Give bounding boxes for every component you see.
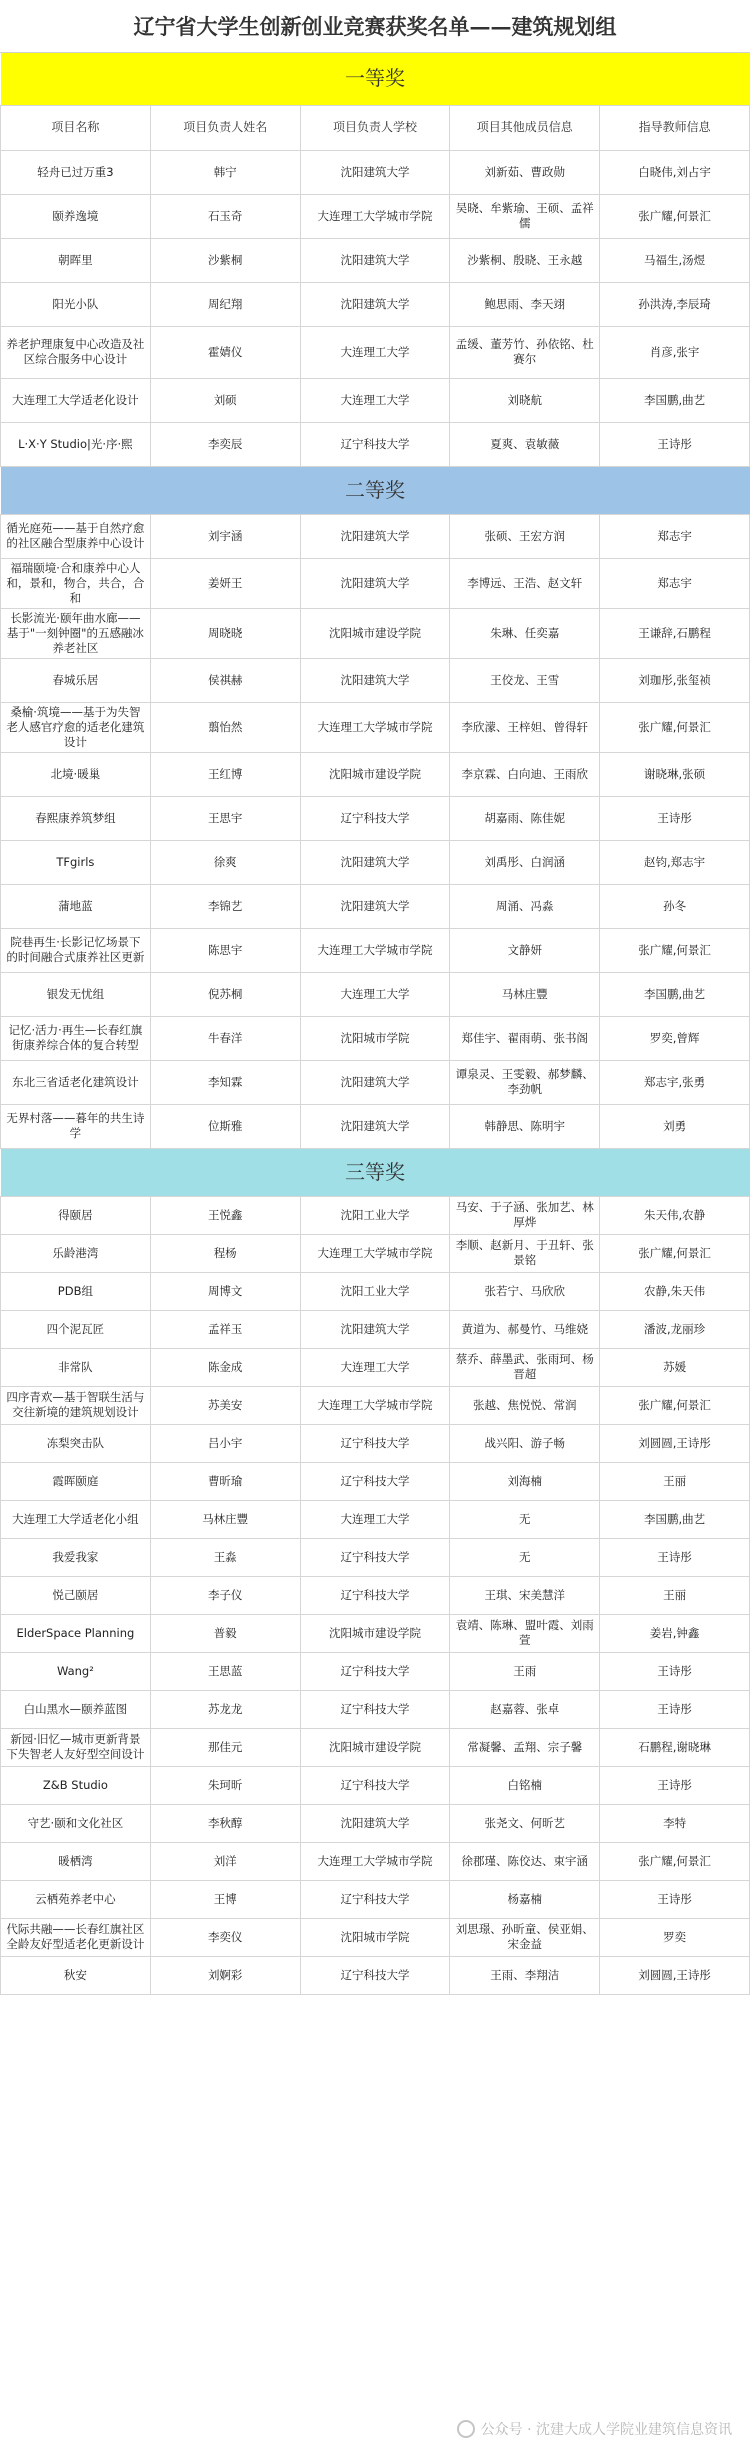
advisor-cell: 王诗彤 bbox=[600, 1690, 750, 1728]
table-row bbox=[1, 608, 750, 658]
members-cell: 白铭楠 bbox=[450, 1766, 600, 1804]
project-name-cell: 我爱我家 bbox=[1, 1538, 151, 1576]
advisor-cell: 白晓伟,刘占宇 bbox=[600, 150, 750, 194]
project-name-cell: 银发无忧组 bbox=[1, 972, 151, 1016]
project-name-cell: 新园·旧忆—城市更新背景下失智老人友好型空间设计 bbox=[1, 1728, 151, 1766]
project-name-cell: 长影流光·颐年曲水廊——基于"一刻钟圈"的五感融冰养老社区 bbox=[1, 608, 151, 658]
leader-school-cell: 沈阳工业大学 bbox=[300, 1196, 450, 1234]
leader-school-cell: 沈阳建筑大学 bbox=[300, 1310, 450, 1348]
table-row bbox=[1, 1614, 750, 1652]
project-name-cell: 代际共融——长春红旗社区全龄友好型适老化更新设计 bbox=[1, 1918, 151, 1956]
table-row bbox=[1, 1386, 750, 1424]
leader-name-cell: 徐爽 bbox=[150, 840, 300, 884]
leader-school-cell: 沈阳建筑大学 bbox=[300, 1060, 450, 1104]
leader-name-cell: 苏龙龙 bbox=[150, 1690, 300, 1728]
leader-school-cell: 大连理工大学城市学院 bbox=[300, 702, 450, 752]
leader-school-cell: 沈阳建筑大学 bbox=[300, 514, 450, 558]
section-header-2 bbox=[1, 466, 750, 514]
leader-school-cell: 沈阳城市建设学院 bbox=[300, 608, 450, 658]
advisor-cell: 王丽 bbox=[600, 1576, 750, 1614]
table-row bbox=[1, 702, 750, 752]
leader-school-cell: 沈阳城市建设学院 bbox=[300, 1728, 450, 1766]
members-cell: 朱琳、任奕嘉 bbox=[450, 608, 600, 658]
table-row bbox=[1, 194, 750, 238]
project-name-cell: 轻舟已过万重3 bbox=[1, 150, 151, 194]
advisor-cell: 张广耀,何景汇 bbox=[600, 1842, 750, 1880]
leader-school-cell: 沈阳建筑大学 bbox=[300, 1804, 450, 1842]
project-name-cell: 颐养逸境 bbox=[1, 194, 151, 238]
members-cell: 刘晓航 bbox=[450, 378, 600, 422]
leader-name-cell: 王淼 bbox=[150, 1538, 300, 1576]
table-row bbox=[1, 1104, 750, 1148]
leader-name-cell: 王红博 bbox=[150, 752, 300, 796]
leader-school-cell: 辽宁科技大学 bbox=[300, 422, 450, 466]
advisor-cell: 张广耀,何景汇 bbox=[600, 1386, 750, 1424]
advisor-cell: 郑志宇,张勇 bbox=[600, 1060, 750, 1104]
leader-name-cell: 普毅 bbox=[150, 1614, 300, 1652]
table-row bbox=[1, 1804, 750, 1842]
project-name-cell: Z&B Studio bbox=[1, 1766, 151, 1804]
table-row bbox=[1, 326, 750, 378]
members-cell: 鲍思雨、李天翊 bbox=[450, 282, 600, 326]
table-row bbox=[1, 1060, 750, 1104]
section-label: 一等奖 bbox=[1, 53, 750, 105]
leader-school-cell: 沈阳建筑大学 bbox=[300, 282, 450, 326]
table-row bbox=[1, 1576, 750, 1614]
table-row bbox=[1, 658, 750, 702]
leader-name-cell: 李子仪 bbox=[150, 1576, 300, 1614]
advisor-cell: 王诗彤 bbox=[600, 1880, 750, 1918]
leader-school-cell: 沈阳城市学院 bbox=[300, 1016, 450, 1060]
leader-name-cell: 倪苏桐 bbox=[150, 972, 300, 1016]
members-cell: 马林庄豐 bbox=[450, 972, 600, 1016]
column-header: 指导教师信息 bbox=[600, 105, 750, 150]
leader-school-cell: 大连理工大学城市学院 bbox=[300, 1234, 450, 1272]
section-header-3 bbox=[1, 1148, 750, 1196]
leader-name-cell: 韩宁 bbox=[150, 150, 300, 194]
leader-school-cell: 辽宁科技大学 bbox=[300, 1538, 450, 1576]
members-cell: 战兴阳、游子畅 bbox=[450, 1424, 600, 1462]
leader-name-cell: 沙紫桐 bbox=[150, 238, 300, 282]
advisor-cell: 王谦辞,石鹏程 bbox=[600, 608, 750, 658]
table-row bbox=[1, 558, 750, 608]
advisor-cell: 谢晓琳,张硕 bbox=[600, 752, 750, 796]
project-name-cell: 阳光小队 bbox=[1, 282, 151, 326]
advisor-cell: 农静,朱天伟 bbox=[600, 1272, 750, 1310]
project-name-cell: 记忆·活力·再生—长春红旗街康养综合体的复合转型 bbox=[1, 1016, 151, 1060]
members-cell: 刘思璟、孙昕童、侯亚娟、宋金益 bbox=[450, 1918, 600, 1956]
members-cell: 孟缓、董芳竹、孙依铭、杜赛尔 bbox=[450, 326, 600, 378]
advisor-cell: 王丽 bbox=[600, 1462, 750, 1500]
project-name-cell: 春城乐居 bbox=[1, 658, 151, 702]
table-row bbox=[1, 282, 750, 326]
leader-school-cell: 辽宁科技大学 bbox=[300, 796, 450, 840]
leader-school-cell: 辽宁科技大学 bbox=[300, 1880, 450, 1918]
project-name-cell: PDB组 bbox=[1, 1272, 151, 1310]
table-row bbox=[1, 422, 750, 466]
advisor-cell: 罗奕 bbox=[600, 1918, 750, 1956]
table-row bbox=[1, 150, 750, 194]
leader-name-cell: 石玉奇 bbox=[150, 194, 300, 238]
leader-name-cell: 刘婀彩 bbox=[150, 1956, 300, 1994]
advisor-cell: 朱天伟,农静 bbox=[600, 1196, 750, 1234]
leader-school-cell: 辽宁科技大学 bbox=[300, 1766, 450, 1804]
column-header: 项目负责人姓名 bbox=[150, 105, 300, 150]
table-row bbox=[1, 1272, 750, 1310]
leader-name-cell: 曹昕瑜 bbox=[150, 1462, 300, 1500]
members-cell: 无 bbox=[450, 1538, 600, 1576]
project-name-cell: 循光庭苑——基于自然疗愈的社区融合型康养中心设计 bbox=[1, 514, 151, 558]
table-row bbox=[1, 1310, 750, 1348]
project-name-cell: 养老护理康复中心改造及社区综合服务中心设计 bbox=[1, 326, 151, 378]
wechat-icon bbox=[457, 2420, 475, 2438]
leader-name-cell: 姜妍王 bbox=[150, 558, 300, 608]
award-table-body bbox=[1, 53, 750, 1994]
advisor-cell: 张广耀,何景汇 bbox=[600, 194, 750, 238]
members-cell: 无 bbox=[450, 1500, 600, 1538]
leader-name-cell: 李知霖 bbox=[150, 1060, 300, 1104]
advisor-cell: 王诗彤 bbox=[600, 1538, 750, 1576]
leader-school-cell: 大连理工大学城市学院 bbox=[300, 194, 450, 238]
members-cell: 王佼龙、王雪 bbox=[450, 658, 600, 702]
project-name-cell: 福瑞颐境·合和康养中心人和，景和，物合，共合，合和 bbox=[1, 558, 151, 608]
leader-name-cell: 王博 bbox=[150, 1880, 300, 1918]
table-row bbox=[1, 1500, 750, 1538]
members-cell: 张尧文、何昕艺 bbox=[450, 1804, 600, 1842]
project-name-cell: 北境·暖巢 bbox=[1, 752, 151, 796]
advisor-cell: 赵钧,郑志宇 bbox=[600, 840, 750, 884]
project-name-cell: 秋安 bbox=[1, 1956, 151, 1994]
leader-school-cell: 沈阳建筑大学 bbox=[300, 558, 450, 608]
table-row bbox=[1, 1766, 750, 1804]
leader-school-cell: 沈阳城市学院 bbox=[300, 1918, 450, 1956]
leader-school-cell: 辽宁科技大学 bbox=[300, 1690, 450, 1728]
leader-school-cell: 大连理工大学 bbox=[300, 378, 450, 422]
leader-name-cell: 陈金成 bbox=[150, 1348, 300, 1386]
leader-school-cell: 沈阳建筑大学 bbox=[300, 1104, 450, 1148]
table-row bbox=[1, 1652, 750, 1690]
project-name-cell: 蒲地蓝 bbox=[1, 884, 151, 928]
advisor-cell: 王诗彤 bbox=[600, 1652, 750, 1690]
leader-name-cell: 王悦鑫 bbox=[150, 1196, 300, 1234]
watermark-text: 公众号 · 沈建大成人学院业建筑信息资讯 bbox=[480, 2422, 732, 2438]
table-row bbox=[1, 1956, 750, 1994]
leader-name-cell: 位斯雅 bbox=[150, 1104, 300, 1148]
members-cell: 王雨、李翔洁 bbox=[450, 1956, 600, 1994]
leader-name-cell: 李锦艺 bbox=[150, 884, 300, 928]
table-row bbox=[1, 972, 750, 1016]
leader-name-cell: 周晓晓 bbox=[150, 608, 300, 658]
project-name-cell: 大连理工大学适老化小组 bbox=[1, 1500, 151, 1538]
leader-school-cell: 沈阳建筑大学 bbox=[300, 150, 450, 194]
advisor-cell: 孙冬 bbox=[600, 884, 750, 928]
advisor-cell: 李国鹏,曲艺 bbox=[600, 972, 750, 1016]
advisor-cell: 姜岩,钟鑫 bbox=[600, 1614, 750, 1652]
members-cell: 谭泉灵、王雯毅、郝梦麟、李劲帆 bbox=[450, 1060, 600, 1104]
members-cell: 赵嘉蓉、张卓 bbox=[450, 1690, 600, 1728]
advisor-cell: 刘勇 bbox=[600, 1104, 750, 1148]
members-cell: 袁靖、陈琳、盟叶霞、刘雨萱 bbox=[450, 1614, 600, 1652]
table-row bbox=[1, 378, 750, 422]
members-cell: 李博远、王浩、赵文轩 bbox=[450, 558, 600, 608]
members-cell: 张硕、王宏方润 bbox=[450, 514, 600, 558]
members-cell: 蔡乔、薛墨武、张雨珂、杨晋超 bbox=[450, 1348, 600, 1386]
table-row bbox=[1, 884, 750, 928]
leader-school-cell: 大连理工大学 bbox=[300, 1348, 450, 1386]
leader-name-cell: 孟祥玉 bbox=[150, 1310, 300, 1348]
table-row bbox=[1, 1196, 750, 1234]
table-row bbox=[1, 1690, 750, 1728]
advisor-cell: 孙洪涛,李辰琦 bbox=[600, 282, 750, 326]
advisor-cell: 王诗彤 bbox=[600, 1766, 750, 1804]
leader-school-cell: 沈阳城市建设学院 bbox=[300, 1614, 450, 1652]
advisor-cell: 李特 bbox=[600, 1804, 750, 1842]
members-cell: 黄道为、郝曼竹、马维娆 bbox=[450, 1310, 600, 1348]
table-row bbox=[1, 514, 750, 558]
leader-name-cell: 周纪翔 bbox=[150, 282, 300, 326]
watermark bbox=[457, 2419, 732, 2439]
leader-name-cell: 刘洋 bbox=[150, 1842, 300, 1880]
project-name-cell: ElderSpace Planning bbox=[1, 1614, 151, 1652]
table-row bbox=[1, 796, 750, 840]
advisor-cell: 肖彦,张宇 bbox=[600, 326, 750, 378]
members-cell: 常凝馨、孟翔、宗子馨 bbox=[450, 1728, 600, 1766]
advisor-cell: 潘波,龙丽珍 bbox=[600, 1310, 750, 1348]
project-name-cell: 非常队 bbox=[1, 1348, 151, 1386]
advisor-cell: 刘圆圆,王诗彤 bbox=[600, 1424, 750, 1462]
advisor-cell: 王诗彤 bbox=[600, 422, 750, 466]
advisor-cell: 张广耀,何景汇 bbox=[600, 928, 750, 972]
project-name-cell: Wang² bbox=[1, 1652, 151, 1690]
column-header: 项目其他成员信息 bbox=[450, 105, 600, 150]
table-row bbox=[1, 1728, 750, 1766]
leader-name-cell: 陈思宇 bbox=[150, 928, 300, 972]
section-label: 三等奖 bbox=[1, 1148, 750, 1196]
leader-name-cell: 王思宇 bbox=[150, 796, 300, 840]
members-cell: 刘海楠 bbox=[450, 1462, 600, 1500]
advisor-cell: 刘圆圆,王诗彤 bbox=[600, 1956, 750, 1994]
leader-school-cell: 辽宁科技大学 bbox=[300, 1462, 450, 1500]
advisor-cell: 李国鹏,曲艺 bbox=[600, 378, 750, 422]
table-row bbox=[1, 752, 750, 796]
project-name-cell: 乐龄港湾 bbox=[1, 1234, 151, 1272]
leader-name-cell: 李奕辰 bbox=[150, 422, 300, 466]
leader-name-cell: 那佳元 bbox=[150, 1728, 300, 1766]
section-header-1 bbox=[1, 53, 750, 105]
leader-name-cell: 牛春洋 bbox=[150, 1016, 300, 1060]
advisor-cell: 马福生,汤煜 bbox=[600, 238, 750, 282]
leader-school-cell: 辽宁科技大学 bbox=[300, 1424, 450, 1462]
advisor-cell: 刘珈彤,张玺祯 bbox=[600, 658, 750, 702]
members-cell: 夏爽、袁敏薇 bbox=[450, 422, 600, 466]
members-cell: 刘新茹、曹政勋 bbox=[450, 150, 600, 194]
members-cell: 文静妍 bbox=[450, 928, 600, 972]
advisor-cell: 王诗彤 bbox=[600, 796, 750, 840]
leader-name-cell: 吕小宇 bbox=[150, 1424, 300, 1462]
members-cell: 杨嘉楠 bbox=[450, 1880, 600, 1918]
project-name-cell: 云栖苑养老中心 bbox=[1, 1880, 151, 1918]
members-cell: 沙紫桐、殷晓、王永越 bbox=[450, 238, 600, 282]
leader-school-cell: 辽宁科技大学 bbox=[300, 1956, 450, 1994]
project-name-cell: 得颐居 bbox=[1, 1196, 151, 1234]
table-row bbox=[1, 238, 750, 282]
project-name-cell: 朝晖里 bbox=[1, 238, 151, 282]
leader-school-cell: 大连理工大学城市学院 bbox=[300, 1842, 450, 1880]
project-name-cell: 悦己颐居 bbox=[1, 1576, 151, 1614]
advisor-cell: 张广耀,何景汇 bbox=[600, 702, 750, 752]
members-cell: 马安、于子涵、张加艺、林厚烨 bbox=[450, 1196, 600, 1234]
leader-name-cell: 程杨 bbox=[150, 1234, 300, 1272]
leader-name-cell: 刘宇涵 bbox=[150, 514, 300, 558]
leader-name-cell: 翦怡然 bbox=[150, 702, 300, 752]
project-name-cell: 东北三省适老化建筑设计 bbox=[1, 1060, 151, 1104]
leader-school-cell: 大连理工大学城市学院 bbox=[300, 928, 450, 972]
advisor-cell: 张广耀,何景汇 bbox=[600, 1234, 750, 1272]
table-row bbox=[1, 1016, 750, 1060]
leader-name-cell: 周博文 bbox=[150, 1272, 300, 1310]
members-cell: 徐郡瑾、陈佼达、束宇涵 bbox=[450, 1842, 600, 1880]
project-name-cell: 四序青欢—基于智联生活与交往新境的建筑规划设计 bbox=[1, 1386, 151, 1424]
table-row bbox=[1, 1918, 750, 1956]
advisor-cell: 苏媛 bbox=[600, 1348, 750, 1386]
members-cell: 胡嘉雨、陈佳妮 bbox=[450, 796, 600, 840]
table-row bbox=[1, 928, 750, 972]
members-cell: 刘禹彤、白润涵 bbox=[450, 840, 600, 884]
members-cell: 李京霖、白向迪、王雨欣 bbox=[450, 752, 600, 796]
members-cell: 张若宁、马欣欣 bbox=[450, 1272, 600, 1310]
leader-school-cell: 沈阳建筑大学 bbox=[300, 658, 450, 702]
award-table bbox=[0, 53, 750, 1995]
advisor-cell: 石鹏程,谢晓琳 bbox=[600, 1728, 750, 1766]
members-cell: 李顺、赵新月、于丑轩、张景铭 bbox=[450, 1234, 600, 1272]
table-row bbox=[1, 1348, 750, 1386]
members-cell: 吴晓、牟紫瑜、王硕、孟祥儒 bbox=[450, 194, 600, 238]
table-row bbox=[1, 1880, 750, 1918]
table-row bbox=[1, 1462, 750, 1500]
leader-name-cell: 马林庄豐 bbox=[150, 1500, 300, 1538]
project-name-cell: 大连理工大学适老化设计 bbox=[1, 378, 151, 422]
leader-school-cell: 大连理工大学城市学院 bbox=[300, 1386, 450, 1424]
advisor-cell: 郑志宇 bbox=[600, 514, 750, 558]
members-cell: 王雨 bbox=[450, 1652, 600, 1690]
project-name-cell: 白山黑水—颐养蓝图 bbox=[1, 1690, 151, 1728]
project-name-cell: L·X·Y Studio|光·序·熙 bbox=[1, 422, 151, 466]
project-name-cell: TFgirls bbox=[1, 840, 151, 884]
advisor-cell: 郑志宇 bbox=[600, 558, 750, 608]
leader-school-cell: 沈阳城市建设学院 bbox=[300, 752, 450, 796]
project-name-cell: 无界村落——暮年的共生诗学 bbox=[1, 1104, 151, 1148]
members-cell: 张越、焦悦悦、常润 bbox=[450, 1386, 600, 1424]
advisor-cell: 罗奕,曾辉 bbox=[600, 1016, 750, 1060]
leader-school-cell: 沈阳建筑大学 bbox=[300, 238, 450, 282]
project-name-cell: 四个泥瓦匠 bbox=[1, 1310, 151, 1348]
table-row bbox=[1, 1842, 750, 1880]
leader-name-cell: 刘硕 bbox=[150, 378, 300, 422]
project-name-cell: 守艺·颐和文化社区 bbox=[1, 1804, 151, 1842]
table-row bbox=[1, 1538, 750, 1576]
leader-school-cell: 大连理工大学 bbox=[300, 972, 450, 1016]
leader-name-cell: 霍婧仪 bbox=[150, 326, 300, 378]
project-name-cell: 霞晖颐庭 bbox=[1, 1462, 151, 1500]
members-cell: 李欣濛、王梓妲、曾得轩 bbox=[450, 702, 600, 752]
leader-school-cell: 大连理工大学 bbox=[300, 1500, 450, 1538]
leader-name-cell: 李秋醇 bbox=[150, 1804, 300, 1842]
project-name-cell: 冻梨突击队 bbox=[1, 1424, 151, 1462]
project-name-cell: 院巷再生·长影记忆场景下的时间融合式康养社区更新 bbox=[1, 928, 151, 972]
members-cell: 韩静思、陈明宇 bbox=[450, 1104, 600, 1148]
leader-school-cell: 沈阳工业大学 bbox=[300, 1272, 450, 1310]
leader-name-cell: 李奕仪 bbox=[150, 1918, 300, 1956]
members-cell: 王琪、宋美慧洋 bbox=[450, 1576, 600, 1614]
table-row bbox=[1, 1234, 750, 1272]
leader-name-cell: 朱珂昕 bbox=[150, 1766, 300, 1804]
column-header-row bbox=[1, 105, 750, 150]
leader-school-cell: 辽宁科技大学 bbox=[300, 1652, 450, 1690]
leader-school-cell: 沈阳建筑大学 bbox=[300, 840, 450, 884]
members-cell: 郑佳宇、翟雨萌、张书阁 bbox=[450, 1016, 600, 1060]
table-row bbox=[1, 840, 750, 884]
leader-name-cell: 侯祺赫 bbox=[150, 658, 300, 702]
leader-name-cell: 苏美安 bbox=[150, 1386, 300, 1424]
column-header: 项目名称 bbox=[1, 105, 151, 150]
leader-school-cell: 大连理工大学 bbox=[300, 326, 450, 378]
project-name-cell: 暖栖湾 bbox=[1, 1842, 151, 1880]
project-name-cell: 桑榆·筑境——基于为失智老人感官疗愈的适老化建筑设计 bbox=[1, 702, 151, 752]
leader-name-cell: 王思蓝 bbox=[150, 1652, 300, 1690]
advisor-cell: 李国鹏,曲艺 bbox=[600, 1500, 750, 1538]
section-label: 二等奖 bbox=[1, 466, 750, 514]
column-header: 项目负责人学校 bbox=[300, 105, 450, 150]
page-title: 辽宁省大学生创新创业竞赛获奖名单——建筑规划组 bbox=[0, 0, 750, 53]
leader-school-cell: 沈阳建筑大学 bbox=[300, 884, 450, 928]
table-row bbox=[1, 1424, 750, 1462]
project-name-cell: 春熙康养筑梦组 bbox=[1, 796, 151, 840]
members-cell: 周涌、冯淼 bbox=[450, 884, 600, 928]
leader-school-cell: 辽宁科技大学 bbox=[300, 1576, 450, 1614]
